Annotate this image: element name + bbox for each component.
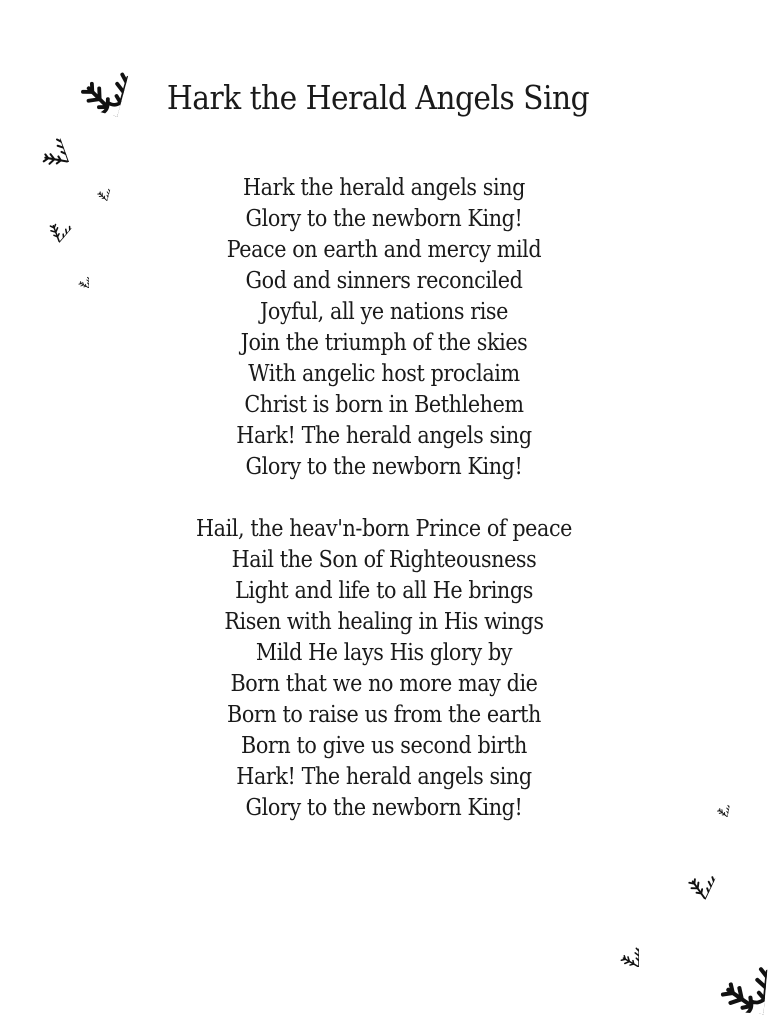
lyric-line: Hail the Son of Righteousness [231, 547, 537, 573]
lyric-line: With angelic host proclaim [248, 361, 520, 387]
page-title: Hark the Herald Angels Sing [166, 78, 590, 118]
lyric-line: Born to give us second birth [241, 733, 527, 759]
lyric-line: Born that we no more may die [230, 671, 538, 697]
verse-2 [0, 514, 768, 824]
lyric-line: Hark! The herald angels sing [236, 423, 532, 449]
lyric-line: Peace on earth and mercy mild [226, 237, 542, 263]
lyric-line: Born to raise us from the earth [227, 702, 541, 728]
lyric-line: God and sinners reconciled [245, 268, 523, 294]
snowflake-icon [664, 906, 768, 1014]
lyric-line: Mild He lays His glory by [255, 640, 513, 666]
snowflake-icon [597, 925, 639, 967]
lyric-line: Hark! The herald angels sing [236, 764, 532, 790]
lyrics-body [0, 173, 768, 855]
verse-1 [0, 173, 768, 483]
lyric-line: Hark the herald angels sing [243, 175, 525, 201]
lyric-line: Joyful, all ye nations rise [260, 299, 508, 325]
lyric-line: Light and life to all He brings [235, 578, 533, 604]
lyric-line: Glory to the newborn King! [245, 206, 523, 232]
lyric-line: Risen with healing in His wings [224, 609, 544, 635]
lyric-line: Glory to the newborn King! [245, 795, 523, 821]
snowflake-icon [65, 264, 89, 288]
lyric-line: Hail, the heav'n-born Prince of peace [196, 516, 572, 542]
lyric-line: Join the triumph of the skies [240, 330, 528, 356]
snowflake-icon [0, 109, 69, 181]
lyric-line: Glory to the newborn King! [245, 454, 523, 480]
lyric-line: Christ is born in Bethlehem [244, 392, 524, 418]
snowflake-icon [702, 787, 732, 817]
